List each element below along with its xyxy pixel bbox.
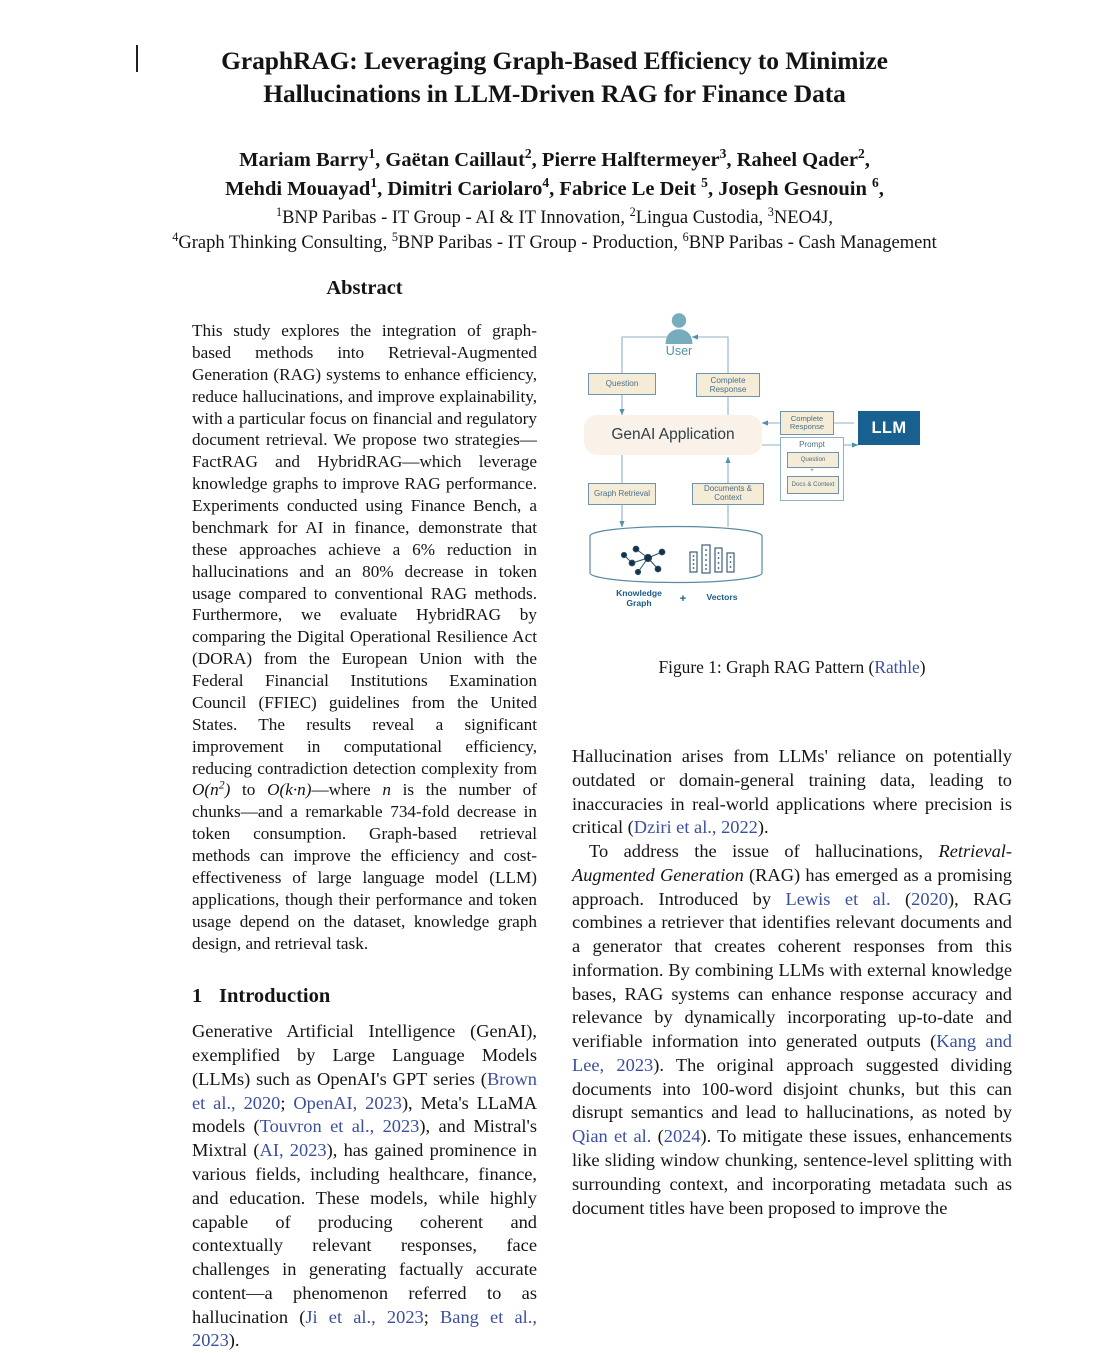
right-text-i: ). To mitigate these issues, enhancements like sliding window chunking, sentence-level splitting with surrounding context, and incorporating metadata such as document titles have been proposed to improve the: [572, 1126, 1012, 1218]
intro-text-c: ), Meta's LLaMA models (: [192, 1092, 538, 1137]
complete-response-top-box: Complete Response: [696, 373, 760, 397]
affil-text: BNP Paribas - Cash Management: [688, 232, 937, 253]
abstract-text-b: —where: [311, 780, 383, 800]
abstract-paragraph: [192, 320, 537, 954]
user-icon: [662, 311, 696, 345]
author-line-1: Mariam Barry$^1$, Gaëtan Caillaut$^2$, Pierre Halftermeyer$^3$, Raheel Qader$^2$,: [239, 146, 870, 172]
citation-lewis[interactable]: Lewis et al.: [785, 888, 891, 909]
affil-text: NEO4J: [773, 207, 829, 228]
citation-touvron[interactable]: Touvron et al., 2023: [259, 1116, 420, 1137]
intro-text-a: Generative Artificial Intelligence (GenAI), exemplified by Large Language Models (LLMs) such as OpenAI's GPT series (: [192, 1021, 537, 1089]
vectors-label: Vectors: [706, 592, 738, 602]
right-text-c: To address the issue of hallucinations,: [589, 841, 939, 862]
documents-context-box: Documents & Context: [692, 483, 764, 505]
citation-qian[interactable]: Qian et al.: [572, 1126, 652, 1147]
right-text-f: ), RAG combines a retriever that identifies relevant documents and a generator that creates coherent responses from this information. By combining LLMs with external knowledge bases, RAG systems can enhance response accuracy and relevance by dynamically incorporating up-to-date and verifiable information into generated outputs (: [572, 888, 1012, 1052]
affiliation-list: [115, 206, 994, 256]
author-name: Joseph Gesnouin: [718, 177, 867, 200]
abstract-text-a: This study explores the integration of graph-based methods into Retrieval-Augmented Generation (RAG) systems to enhance efficiency, reduce hallucinations, and improve explainability, with a particular focus on financial and regulatory document retrieval. We propose two strategies—FactRAG and HybridRAG—which leverage knowledge graphs to improve RAG performance. Experiments conducted using Finance Bench, a benchmark for AI in finance, demonstrate that these approaches achieve a 6% reduction in hallucinations and an 80% decrease in token usage compared to conventional RAG methods. Furthermore, we evaluate HybridRAG by comparing the Digital Operational Resilience Act (DORA) from the European Union with the Federal Financial Institutions Examination Council (FFIEC) guidelines from the United States. The results reveal a significant improvement in computational efficiency, reducing contradiction detection complexity from: [192, 321, 537, 778]
affil-marker: 6: [682, 229, 689, 244]
citation-openai[interactable]: OpenAI, 2023: [293, 1092, 402, 1113]
citation-bang[interactable]: Bang et al., 2023: [192, 1306, 537, 1351]
prompt-question-box: Question: [787, 452, 839, 468]
prompt-docs-box: Docs & Context: [787, 476, 839, 494]
abstract-heading: Abstract: [326, 277, 403, 299]
affil-text: BNP Paribas - IT Group - AI & IT Innovation: [282, 207, 621, 228]
right-text-e: (: [890, 888, 912, 909]
right-paragraph-1: [572, 745, 1012, 840]
title-line-2: Hallucinations in LLM-Driven RAG for Finance Data: [263, 79, 846, 109]
citation-lewis-year[interactable]: 2020: [911, 888, 948, 909]
author-line-2: Mehdi Mouayad$^1$, Dimitri Cariolaro$^4$, Fabrice Le Deit $^5$, Joseph Gesnouin $^6$,: [225, 175, 884, 200]
right-column-text: [572, 745, 1012, 1220]
author-name: Pierre Halftermeyer: [541, 149, 720, 172]
title-block: [0, 0, 1109, 256]
prompt-group-box: [780, 437, 844, 501]
author-affil-marker: 4: [542, 175, 550, 191]
rag-term-italic: Retrieval-Augmented Generation: [572, 841, 1012, 885]
section-title: Introduction: [219, 985, 331, 1008]
right-text-a: Hallucination arises from LLMs' reliance on potentially outdated or domain-general training data, leading to inaccuracies in real-world applications where precision is critical (: [572, 746, 1012, 838]
graph-retrieval-box: Graph Retrieval: [588, 483, 656, 505]
author-name: Mehdi Mouayad: [225, 177, 371, 200]
author-list: [115, 146, 994, 256]
citation-kang[interactable]: Kang and Lee, 2023: [572, 1031, 1012, 1075]
affiliation-line-2: $^4$Graph Thinking Consulting, $^5$BNP Paribas - IT Group - Production, $^6$BNP Paribas - Cash Management: [172, 229, 937, 253]
citation-dziri[interactable]: Dziri et al., 2022: [633, 817, 758, 838]
abstract-text-between: to: [230, 780, 268, 800]
knowledge-graph-label: Knowledge Graph: [616, 588, 662, 608]
author-name: Mariam Barry: [239, 149, 369, 172]
affil-marker: 1: [275, 204, 283, 219]
knowledge-store-cylinder-icon: [586, 525, 766, 587]
author-name: Dimitri Cariolaro: [387, 177, 543, 200]
plus-label: +: [679, 593, 687, 605]
math-on2-close: ): [224, 780, 231, 800]
genai-application-box: GenAI Application: [584, 415, 762, 455]
citation-rathle[interactable]: Rathle: [874, 657, 920, 677]
figure-diagram: [572, 305, 1012, 635]
complete-response-right-box: Complete Response: [780, 411, 834, 435]
affil-text: Lingua Custodia: [635, 207, 759, 228]
author-affil-marker: 3: [719, 146, 727, 162]
body-columns: [0, 277, 1109, 1351]
intro-text-b: ;: [280, 1092, 294, 1113]
text-cursor-caret: [136, 45, 138, 72]
author-affil-marker: 2: [857, 146, 865, 162]
author-affil-marker: 1: [370, 175, 378, 191]
author-name: Fabrice Le Deit: [559, 177, 697, 200]
author-affil-marker: 5: [701, 175, 708, 191]
citation-qian-year[interactable]: 2024: [663, 1126, 701, 1147]
page-title: [115, 44, 994, 110]
citation-ji[interactable]: Ji et al., 2023: [305, 1306, 424, 1327]
figure-caption: [572, 657, 1012, 679]
affil-marker: 4: [172, 229, 179, 244]
affil-marker: 5: [391, 229, 398, 244]
right-text-d: (RAG) has emerged as a promising approach. Introduced by: [572, 864, 1012, 909]
title-line-1: GraphRAG: Leveraging Graph-Based Efficiency to Minimize: [221, 46, 888, 75]
llm-box: LLM: [858, 411, 920, 445]
right-text-b: ).: [757, 817, 769, 838]
citation-ai[interactable]: AI, 2023: [259, 1140, 327, 1161]
right-text-h: (: [651, 1126, 664, 1147]
affil-text: BNP Paribas - IT Group - Production: [397, 232, 674, 253]
affil-text: Graph Thinking Consulting: [178, 232, 383, 253]
section-number: 1: [192, 985, 203, 1008]
author-affil-marker: 2: [524, 146, 532, 162]
right-text-g: ). The original approach suggested dividing documents into 100-word disjoint chunks, but this can disrupt semantics and lead to hallucinations, as noted by: [572, 1054, 1012, 1123]
complexity-expression-1: [192, 780, 230, 799]
section-heading-introduction: [192, 985, 537, 1008]
math-on2-base: O(n: [192, 780, 219, 800]
abstract-text-c: is the number of chunks—and a remarkable 734-fold decrease in token consumption. Graph-based retrieval methods can improve the efficiency and cost-effectiveness of large language model (LLM) applications, though their performance and token usage depend on the dataset, knowledge graph design, and retrieval task.: [192, 780, 537, 953]
intro-text-f: ;: [423, 1306, 441, 1327]
right-paragraph-2: [572, 840, 1012, 1220]
introduction-paragraph-1: [192, 1020, 537, 1353]
caption-suffix: ): [919, 657, 926, 677]
caption-prefix: Figure 1: Graph RAG Pattern (: [658, 657, 875, 677]
citation-brown[interactable]: Brown et al., 2020: [192, 1068, 537, 1113]
math-on2-exp: 2: [218, 778, 225, 792]
figure-1: [572, 305, 1012, 679]
complexity-expression-2: O(k·n): [267, 780, 312, 800]
affil-marker: 2: [629, 204, 636, 219]
affiliation-line-1: $^1$BNP Paribas - IT Group - AI & IT Innovation, $^2$Lingua Custodia, $^3$NEO4J,: [275, 204, 834, 228]
intro-text-d: ), and Mistral's Mixtral (: [192, 1116, 537, 1161]
left-column: [192, 277, 537, 1353]
question-box: Question: [588, 373, 656, 395]
author-name: Raheel Qader: [736, 149, 858, 172]
intro-text-e: ), has gained prominence in various fields, including healthcare, finance, and education. These models, while highly capable of producing coherent and contextually relevant responses, face challenges in generating factually accurate content—a phenomenon referred to as hallucination (: [192, 1140, 537, 1327]
author-affil-marker: 6: [872, 175, 879, 191]
abstract-body: [192, 320, 537, 954]
author-affil-marker: 1: [368, 146, 376, 162]
prompt-plus-label: +: [810, 468, 814, 474]
user-label: User: [665, 344, 693, 358]
prompt-label: Prompt: [799, 440, 825, 449]
intro-text-g: ).: [228, 1330, 240, 1351]
math-variable-n: n: [382, 780, 391, 800]
author-name: Gaëtan Caillaut: [385, 149, 525, 172]
affil-marker: 3: [767, 204, 774, 219]
